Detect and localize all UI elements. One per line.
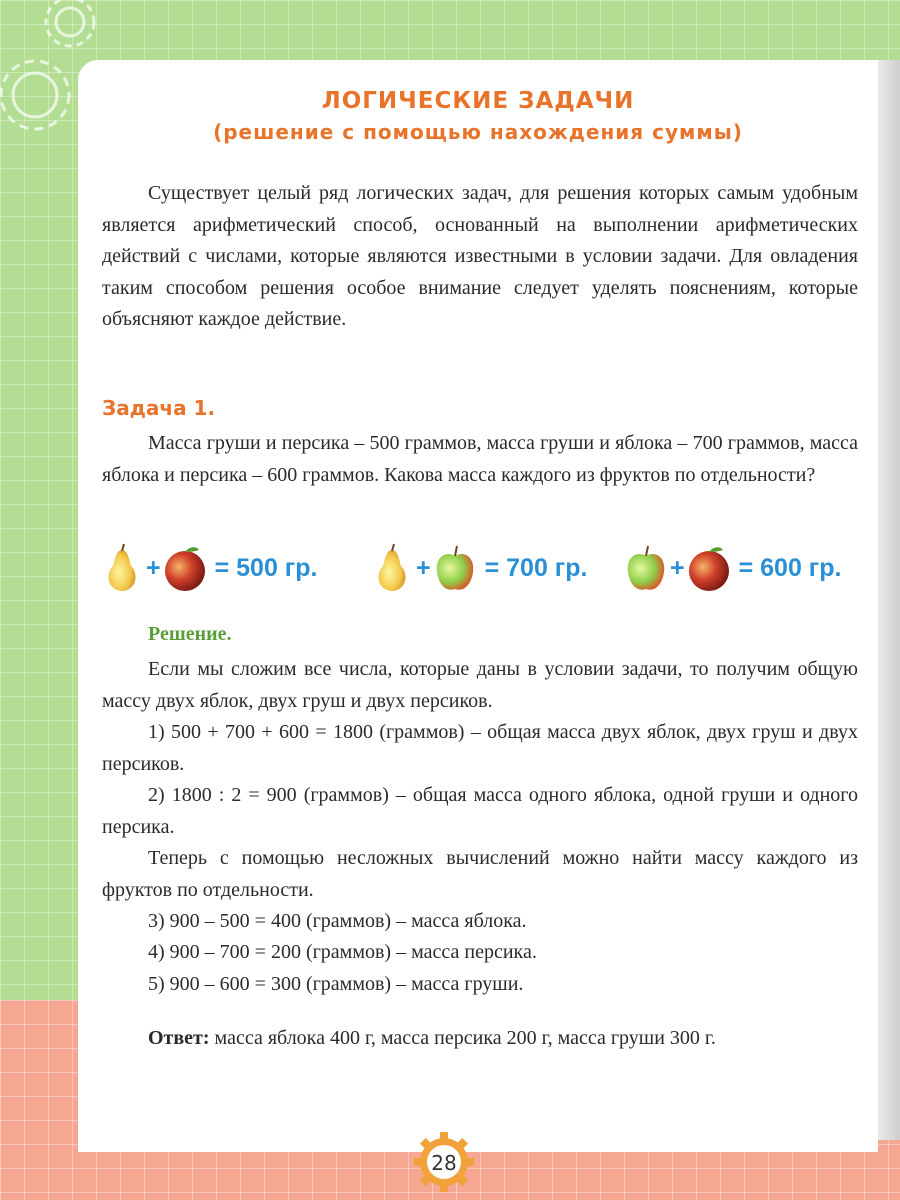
- solution-step-5: 5) 900 – 600 = 300 (граммов) – масса груши.: [148, 973, 524, 995]
- task-label: Задача 1.: [102, 396, 216, 420]
- peach-icon: [687, 542, 731, 594]
- page-subtitle: (решение с помощью нахождения суммы): [213, 120, 743, 144]
- plus-sign: +: [416, 553, 431, 582]
- plus-sign: +: [670, 553, 685, 582]
- task-text: Масса груши и персика – 500 граммов, масса груши и яблока – 700 граммов, масса яблока и персика – 600 граммов. Какова масса каждого из фруктов по отдельности?: [102, 432, 858, 486]
- solution-step-2: 2) 1800 : 2 = 900 (граммов) – общая масса одного яблока, одной груши и одного персика.: [102, 784, 858, 838]
- pear-icon: [370, 542, 414, 594]
- intro-paragraph: Существует целый ряд логических задач, для решения которых самым удобным является арифметический способ, основанный на выполнении арифметических действий с числами, которые являются известными в условии задачи. Для овладения таким способом решения особое внимание следует уделять пояснениям, которые объясняют каждое действие.: [102, 182, 858, 330]
- equation-result: = 600 гр.: [738, 553, 842, 582]
- book-page: [78, 60, 878, 1152]
- equation-result: = 500 гр.: [214, 553, 318, 582]
- page-number: 28: [431, 1151, 457, 1175]
- solution-paragraph-2: Теперь с помощью несложных вычислений можно найти массу каждого из фруктов по отдельности.: [102, 847, 858, 901]
- equation-3: [624, 540, 841, 596]
- solution-step-4: 4) 900 – 700 = 200 (граммов) – масса персика.: [148, 941, 537, 963]
- answer-line: [148, 1023, 900, 1055]
- solution-step-1: 1) 500 + 700 + 600 = 1800 (граммов) – общая масса двух яблок, двух груш и двух персиков.: [102, 721, 858, 775]
- pear-icon: [100, 542, 144, 594]
- solution-paragraph: Если мы сложим все числа, которые даны в условии задачи, то получим общую массу двух яблок, двух груш и двух персиков.: [102, 658, 858, 712]
- equation-result: = 700 гр.: [484, 553, 588, 582]
- answer-label: Ответ:: [148, 1027, 210, 1049]
- answer-text: масса яблока 400 г, масса персика 200 г, масса груши 300 г.: [209, 1027, 716, 1049]
- peach-icon: [163, 542, 207, 594]
- page-title: ЛОГИЧЕСКИЕ ЗАДАЧИ: [321, 88, 635, 114]
- solution-label: Решение.: [148, 623, 232, 645]
- equation-2: [370, 540, 587, 596]
- plus-sign: +: [146, 553, 161, 582]
- apple-icon: [624, 542, 668, 594]
- equation-1: [100, 540, 317, 596]
- solution-step-3: 3) 900 – 500 = 400 (граммов) – масса яблока.: [148, 910, 527, 932]
- apple-icon: [433, 542, 477, 594]
